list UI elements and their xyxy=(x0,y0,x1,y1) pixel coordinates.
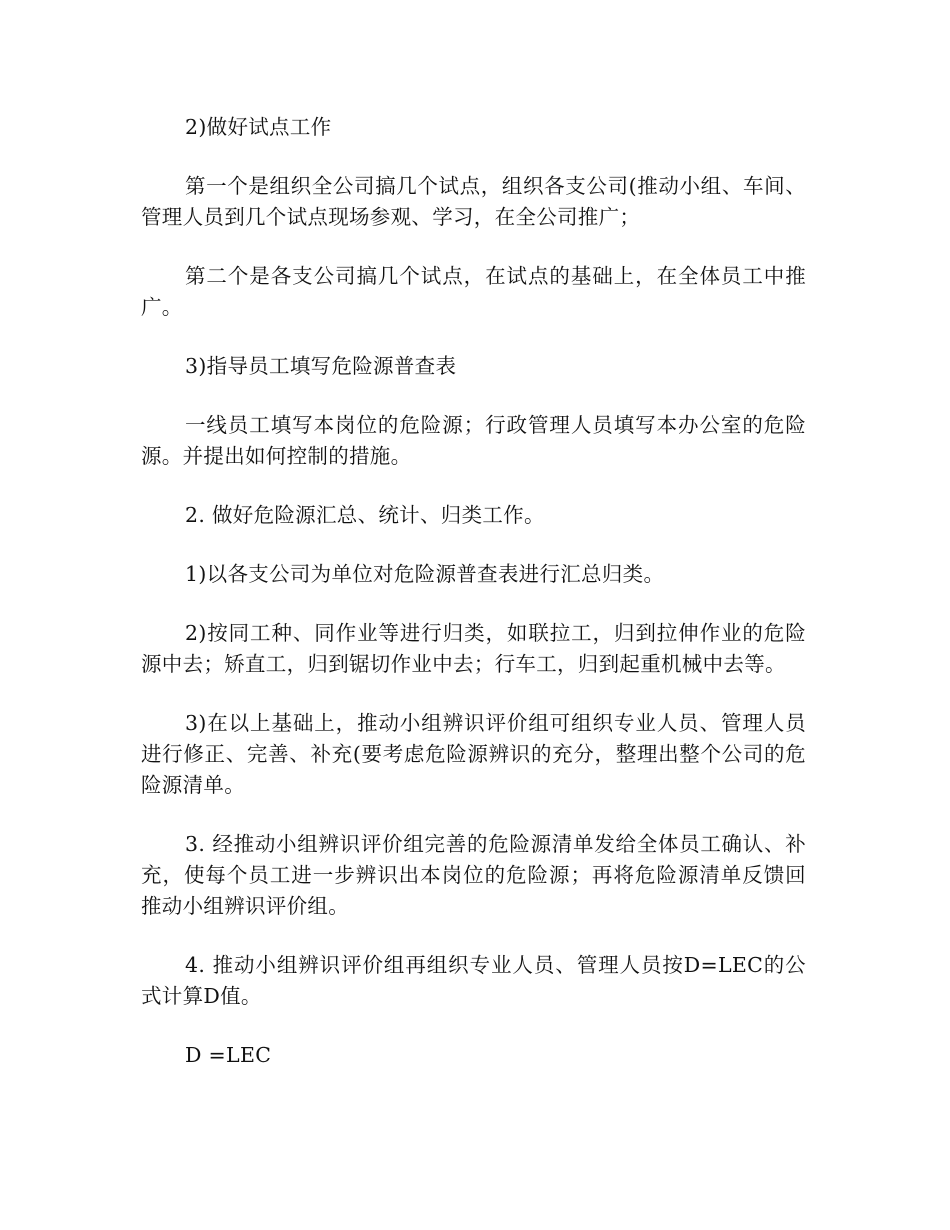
paragraph-8: 2)按同工种、同作业等进行归类，如联拉工，归到拉伸作业的危险源中去；矫直工，归到锯切作业中去；行车工，归到起重机械中去等。 xyxy=(141,621,806,676)
paragraph-11: 4. 推动小组辨识评价组再组织专业人员、管理人员按D=LEC的公式计算D值。 xyxy=(141,953,806,1008)
document-body xyxy=(141,112,806,1099)
paragraph-1: 2)做好试点工作 xyxy=(185,115,332,139)
paragraph-10: 3. 经推动小组辨识评价组完善的危险源清单发给全体员工确认、补充，使每个员工进一步辨识出本岗位的危险源；再将危险源清单反馈回推动小组辨识评价组。 xyxy=(141,832,806,918)
paragraph-2: 第一个是组织全公司搞几个试点，组织各支公司(推动小组、车间、管理人员到几个试点现场参观、学习，在全公司推广； xyxy=(141,174,806,229)
paragraph-9: 3)在以上基础上，推动小组辨识评价组可组织专业人员、管理人员进行修正、完善、补充(要考虑危险源辨识的充分，整理出整个公司的危险源清单。 xyxy=(141,711,806,797)
paragraph-4: 3)指导员工填写危险源普查表 xyxy=(185,354,457,378)
paragraph-5: 一线员工填写本岗位的危险源；行政管理人员填写本办公室的危险源。并提出如何控制的措施。 xyxy=(141,413,806,468)
paragraph-7: 1)以各支公司为单位对危险源普查表进行汇总归类。 xyxy=(185,562,665,586)
paragraph-12: D =LEC xyxy=(185,1043,272,1067)
paragraph-6: 2. 做好危险源汇总、统计、归类工作。 xyxy=(185,503,545,527)
paragraph-3: 第二个是各支公司搞几个试点，在试点的基础上，在全体员工中推广。 xyxy=(141,264,806,319)
